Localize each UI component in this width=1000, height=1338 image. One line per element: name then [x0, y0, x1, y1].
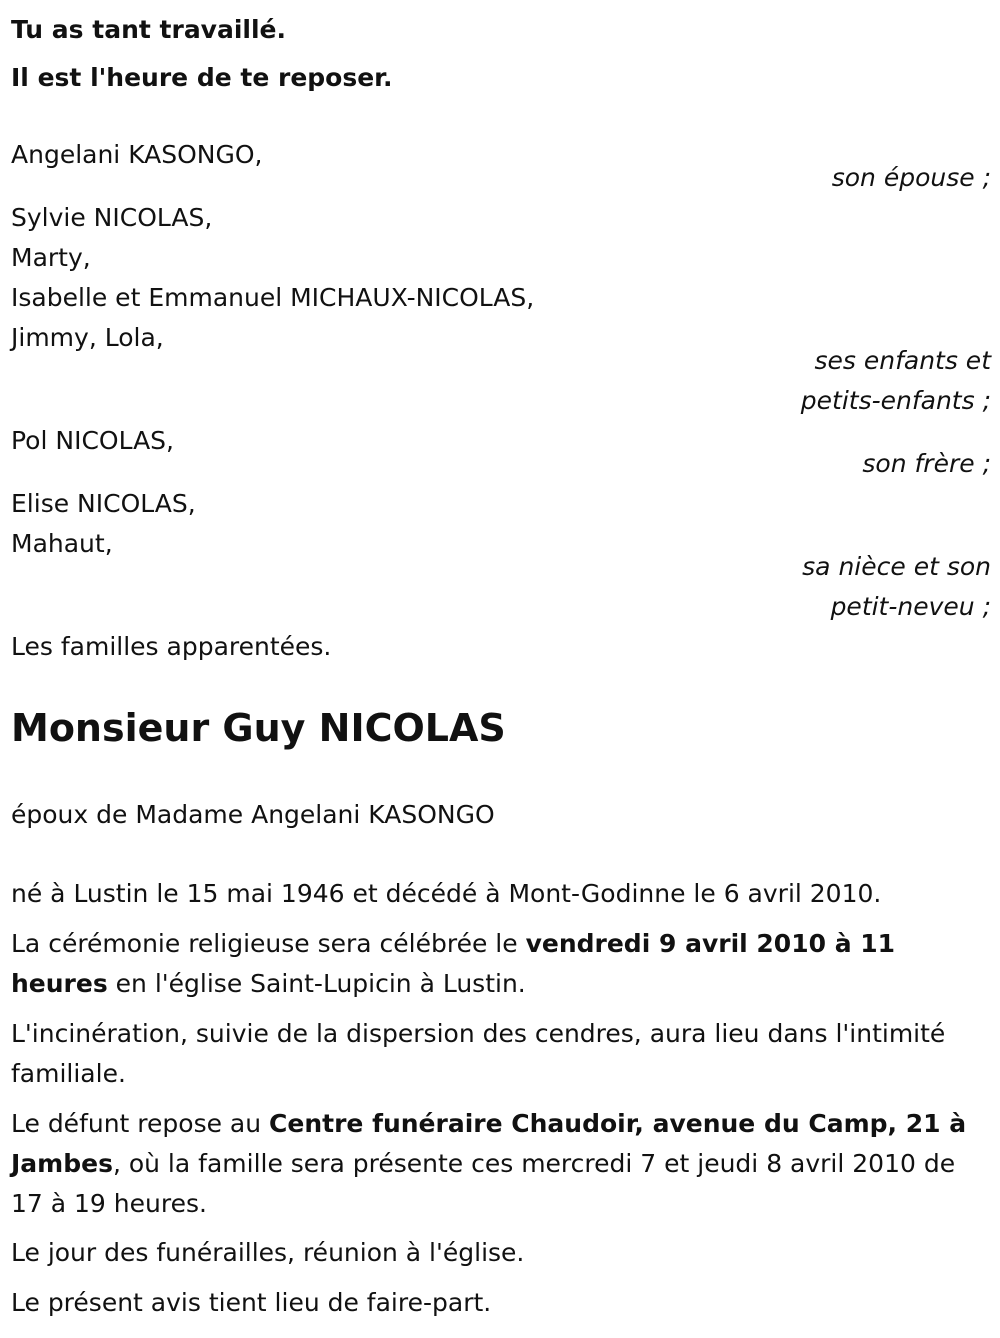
niece-role-line-1: sa nièce et son: [802, 552, 991, 581]
ceremony-place: en l'église Saint-Lupicin à Lustin.: [107, 969, 526, 998]
child-name: Marty,: [11, 243, 91, 272]
relatives-line: Les familles apparentées.: [11, 632, 332, 661]
closing-line: Le présent avis tient lieu de faire-part.: [11, 1288, 492, 1317]
spouse-of-line: époux de Madame Angelani KASONGO: [11, 800, 495, 829]
deceased-name: Monsieur Guy NICOLAS: [11, 706, 506, 750]
grandnephew-name: Mahaut,: [11, 529, 113, 558]
incineration-paragraph: L'incinération, suivie de la dispersion des cendres, aura lieu dans l'intimité familiale.: [11, 1019, 946, 1088]
children-role-line-1: ses enfants et: [814, 346, 991, 375]
repose-place: Centre funéraire Chaudoir, avenue du Camp, 21 à Jambes: [11, 1109, 967, 1178]
child-name: Sylvie NICOLAS,: [11, 203, 213, 232]
niece-role-line-2: petit-neveu ;: [830, 592, 991, 621]
ceremony-date: vendredi 9 avril 2010 à 11 heures: [11, 929, 896, 998]
child-name: Jimmy, Lola,: [11, 323, 164, 352]
spouse-role: son épouse ;: [831, 163, 991, 192]
repose-intro: Le défunt repose au: [11, 1109, 270, 1138]
children-role-line-2: petits-enfants ;: [800, 386, 991, 415]
repose-paragraph: [11, 1104, 971, 1224]
ceremony-intro: La cérémonie religieuse sera célébrée le: [11, 929, 526, 958]
spouse-name: Angelani KASONGO,: [11, 140, 263, 169]
epigraph-line-1: Tu as tant travaillé.: [11, 15, 287, 44]
child-name: Isabelle et Emmanuel MICHAUX-NICOLAS,: [11, 283, 535, 312]
epigraph-line-2: Il est l'heure de te reposer.: [11, 63, 393, 92]
birth-death-line: né à Lustin le 15 mai 1946 et décédé à Mont-Godinne le 6 avril 2010.: [11, 879, 882, 908]
brother-name: Pol NICOLAS,: [11, 426, 175, 455]
repose-rest: , où la famille sera présente ces mercredi 7 et jeudi 8 avril 2010 de 17 à 19 heures.: [11, 1149, 956, 1218]
ceremony-paragraph: [11, 924, 971, 1004]
funeral-meeting-line: Le jour des funérailles, réunion à l'église.: [11, 1238, 525, 1267]
brother-role: son frère ;: [862, 449, 991, 478]
niece-name: Elise NICOLAS,: [11, 489, 196, 518]
